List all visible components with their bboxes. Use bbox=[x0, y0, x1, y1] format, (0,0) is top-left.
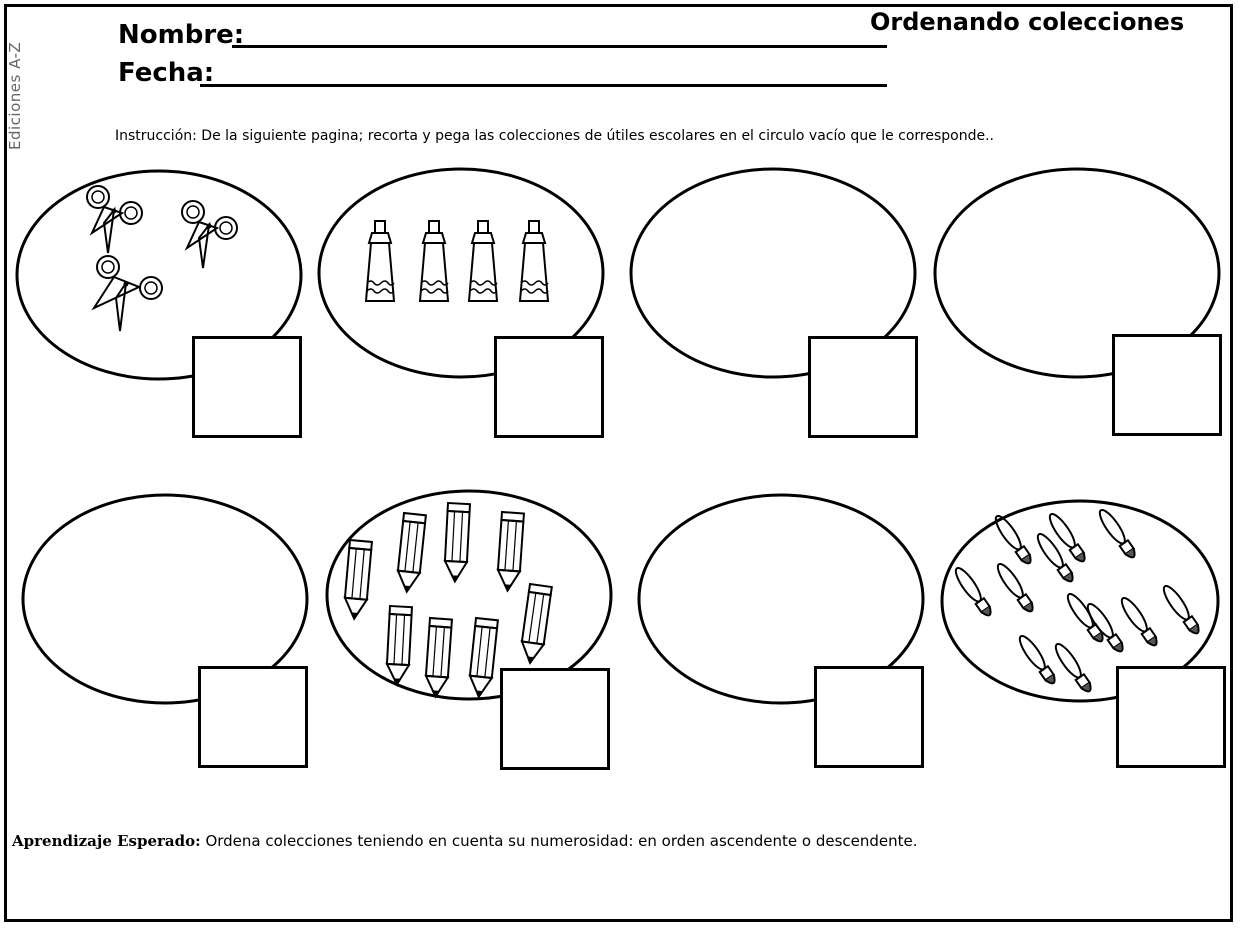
pencil-icon bbox=[519, 584, 552, 664]
pencil-icon bbox=[396, 513, 426, 593]
pencil-icon bbox=[468, 618, 498, 698]
name-label: Nombre: bbox=[118, 20, 245, 50]
paintbrush-icon bbox=[994, 561, 1037, 615]
date-label: Fecha: bbox=[118, 58, 215, 88]
paintbrush-icon bbox=[952, 565, 995, 619]
instruction-text: Instrucción: De la siguiente pagina; recorta y pega las colecciones de útiles escolares en el circulo vacío que le corresponde.. bbox=[115, 128, 994, 144]
answer-box[interactable] bbox=[1112, 334, 1222, 436]
paint-tube-icon bbox=[469, 221, 497, 301]
paintbrush-icon bbox=[1052, 641, 1095, 695]
expected-learning-text: Ordena colecciones teniendo en cuenta su numerosidad: en orden ascendente o descendente. bbox=[200, 832, 918, 850]
paintbrush-icon bbox=[1160, 583, 1203, 637]
paintbrush-icon bbox=[1118, 595, 1161, 649]
paintbrush-icon bbox=[1016, 633, 1059, 687]
date-line[interactable] bbox=[200, 84, 887, 87]
name-line[interactable] bbox=[232, 45, 887, 48]
scissors-icon bbox=[182, 201, 237, 268]
answer-box[interactable] bbox=[192, 336, 302, 438]
paintbrush-icon bbox=[1034, 531, 1077, 585]
worksheet-title: Ordenando colecciones bbox=[870, 8, 1185, 36]
paint-tube-icon bbox=[420, 221, 448, 301]
pencil-icon bbox=[343, 540, 372, 620]
pencil-icon bbox=[497, 512, 524, 591]
answer-box[interactable] bbox=[808, 336, 918, 438]
scissors-icon bbox=[94, 256, 162, 331]
answer-box[interactable] bbox=[1116, 666, 1226, 768]
paintbrush-icon bbox=[1046, 511, 1089, 565]
answer-box[interactable] bbox=[198, 666, 308, 768]
answer-box[interactable] bbox=[500, 668, 610, 770]
paintbrush-icon bbox=[1096, 507, 1139, 561]
pencil-icon bbox=[425, 618, 452, 697]
pencil-icon bbox=[386, 606, 412, 685]
answer-box[interactable] bbox=[494, 336, 604, 438]
expected-learning bbox=[12, 832, 918, 850]
paint-tube-icon bbox=[520, 221, 548, 301]
publisher-label: Ediciones A-Z bbox=[6, 41, 24, 150]
paintbrush-icon bbox=[1064, 591, 1107, 645]
answer-box[interactable] bbox=[814, 666, 924, 768]
expected-learning-label: Aprendizaje Esperado: bbox=[12, 832, 201, 850]
pencil-icon bbox=[444, 503, 470, 582]
scissors-icon bbox=[87, 186, 142, 253]
paint-tube-icon bbox=[366, 221, 394, 301]
